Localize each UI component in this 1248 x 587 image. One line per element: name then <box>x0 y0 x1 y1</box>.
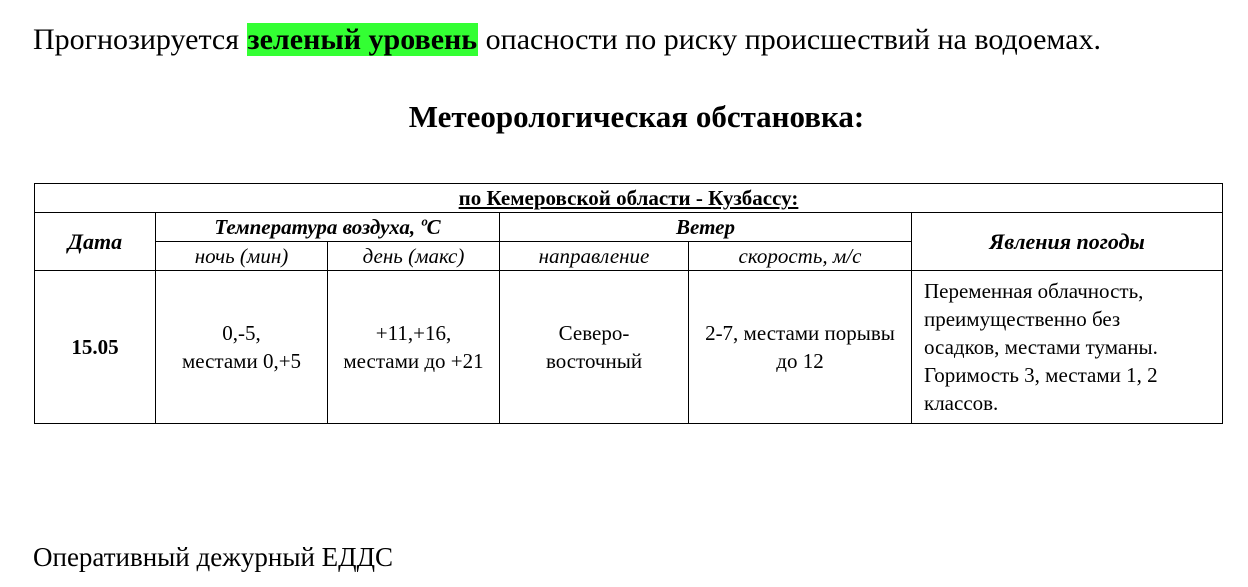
duty-officer-signature: Оперативный дежурный ЕДДС <box>33 542 394 572</box>
wind-header: Ветер <box>500 213 912 242</box>
weather-table <box>34 183 1223 424</box>
phenomena-line-3: осадков, местами туманы. <box>924 335 1158 359</box>
phenomena-header: Явления погоды <box>912 213 1223 271</box>
night-temp-line-2: местами 0,+5 <box>181 349 302 373</box>
phenomena-cell <box>912 271 1223 424</box>
wind-speed-cell <box>689 271 912 424</box>
table-row <box>35 271 1223 424</box>
night-temp-line-1: 0,-5, <box>222 321 261 345</box>
night-temp-cell <box>156 271 328 424</box>
speed-subheader: скорость, м/с <box>689 242 912 271</box>
day-temp-line-2: местами до +21 <box>343 349 484 373</box>
forecast-statement <box>33 20 1101 60</box>
phenomena-line-4: Горимость 3, местами 1, 2 <box>924 363 1158 387</box>
day-temp-cell <box>328 271 500 424</box>
wind-direction-line-1: Северо- <box>558 321 630 345</box>
header-row <box>35 213 1223 242</box>
wind-speed-line-1: 2-7, местами порывы <box>705 321 895 345</box>
phenomena-line-5: классов. <box>924 391 999 415</box>
temperature-header: Температура воздуха, ºС <box>156 213 500 242</box>
forecast-prefix: Прогнозируется <box>33 23 240 56</box>
wind-direction-cell <box>500 271 689 424</box>
day-temp-line-1: +11,+16, <box>375 321 452 345</box>
region-heading: по Кемеровской области - Кузбассу: <box>35 184 1223 213</box>
region-row <box>35 184 1223 213</box>
date-cell: 15.05 <box>35 271 156 424</box>
danger-level-highlight: зеленый уровень <box>247 23 478 56</box>
wind-speed-line-2: до 12 <box>776 349 824 373</box>
wind-direction-line-2: восточный <box>545 349 643 373</box>
section-title: Метеорологическая обстановка: <box>408 99 865 134</box>
day-subheader: день (макс) <box>328 242 500 271</box>
forecast-suffix: опасности по риску происшествий на водоемах. <box>485 23 1102 56</box>
direction-subheader: направление <box>500 242 689 271</box>
phenomena-line-1: Переменная облачность, <box>924 279 1144 303</box>
phenomena-line-2: преимущественно без <box>924 307 1121 331</box>
night-subheader: ночь (мин) <box>156 242 328 271</box>
date-header: Дата <box>35 213 156 271</box>
